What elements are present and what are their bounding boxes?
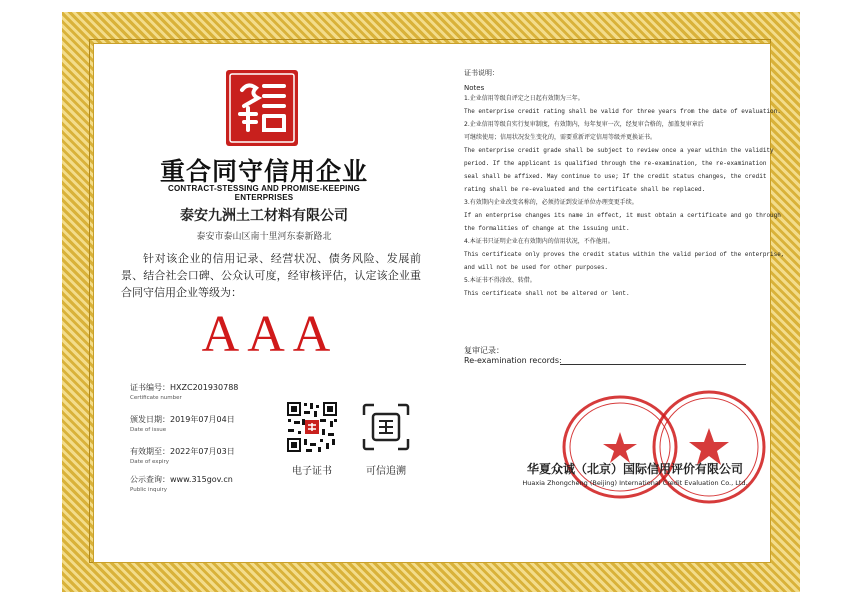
cert-no-value: HXZC201930788 [170, 383, 239, 392]
notes-heading-cn: 证书说明： [464, 69, 499, 77]
issue-date [130, 414, 235, 433]
certificate-title-en: CONTRACT-STESSING AND PROMISE-KEEPING ENTERPRISES [167, 184, 360, 202]
notes-line: This certificate only proves the credit status within the valid period of the enterprise, [464, 251, 785, 258]
qr-code-icon[interactable] [286, 401, 338, 453]
expiry-sub: Date of expiry [130, 459, 170, 465]
company-seal [650, 388, 768, 506]
certificate-notes [464, 68, 785, 300]
notes-line: 4.本证书只证明企业在有效期内的信用状况，不作他用。 [464, 238, 614, 245]
notes-line: the formalities of change at the issuing unit. [464, 225, 630, 232]
notes-line: and will not be used for other purposes. [464, 264, 609, 271]
trace-icon[interactable] [360, 401, 412, 453]
expiry-label: 有效期至： [130, 447, 170, 456]
notes-line: This certificate shall not be altered or lent. [464, 290, 630, 297]
notes-line: If an enterprise changes its name in effect, it must obtain a certificate and go through [464, 212, 781, 219]
qr-code-label: 电子证书 [292, 466, 332, 477]
trace-label: 可信追溯 [366, 466, 406, 477]
certificate-number [130, 382, 238, 401]
issue-value: 2019年07月04日 [170, 415, 235, 424]
notes-line: period. If the applicant is qualified through the re-examination, the re-examination [464, 160, 767, 167]
notes-line: 3.有效期内企业改变名称的，必须持证到发证单位办理变更手续。 [464, 199, 638, 206]
cert-no-label: 证书编号： [130, 383, 170, 392]
issue-label: 颁发日期： [130, 415, 170, 424]
notes-line: 5.本证书不得涂改、转借。 [464, 277, 536, 284]
certificate-title: 重合同守信用企业 [159, 157, 368, 186]
notes-line: The enterprise credit grade shall be subject to review once a year within the validity [464, 147, 774, 154]
issuer-name-en: Huaxia Zhongcheng (Beijing) International Credit Evaluation Co., Ltd. [522, 479, 748, 487]
notes-line: rating shall be re-evaluated and the certificate shall be replaced. [464, 186, 706, 193]
inquiry-url[interactable]: www.315gov.cn [170, 475, 233, 484]
company-address: 泰安市泰山区南十里河东泰新路北 [196, 232, 332, 242]
evaluation-statement: 针对该企业的信用记录、经营状况、债务风险、发展前景、结合社会口碑、公众认可度，经审核评估，认定该企业重合同守信用企业等级为： [121, 252, 421, 299]
issue-sub: Date of issue [130, 427, 167, 433]
issuer-name-cn: 华夏众诚（北京）国际信用评价有限公司 [526, 462, 743, 476]
reexam-label-cn: 复审记录： [464, 346, 504, 355]
expiry-date [130, 446, 235, 465]
credit-seal-logo [226, 70, 298, 146]
inquiry-sub: Public inquiry [130, 487, 168, 493]
notes-line: 可继续使用；信用状况发生变化的，需要重新评定信用等级并更换证书。 [464, 134, 657, 141]
reexam-signature-line [560, 364, 746, 365]
public-inquiry [130, 474, 233, 493]
credit-grade: AAA [201, 306, 339, 363]
notes-list [464, 92, 785, 300]
cert-no-sub: Certificate number [130, 395, 182, 401]
expiry-value: 2022年07月03日 [170, 447, 235, 456]
notes-heading-en: Notes [464, 84, 485, 92]
notes-line: The enterprise credit rating shall be valid for three years from the date of evaluation. [464, 108, 781, 115]
company-name: 泰安九洲土工材料有限公司 [180, 208, 348, 224]
inquiry-label: 公示查询： [130, 475, 170, 484]
notes-line: 1.企业信用等级自评定之日起有效期为三年。 [464, 95, 584, 102]
reexam-label-en: Re-examination records: [464, 356, 562, 365]
notes-line: seal shall be affixed. May continue to use; If the credit status changes, the credit [464, 173, 767, 180]
notes-line: 2.企业信用等级自实行复审制度，有效期内，每年复审一次，经复审合格的，加盖复审章后 [464, 121, 704, 128]
